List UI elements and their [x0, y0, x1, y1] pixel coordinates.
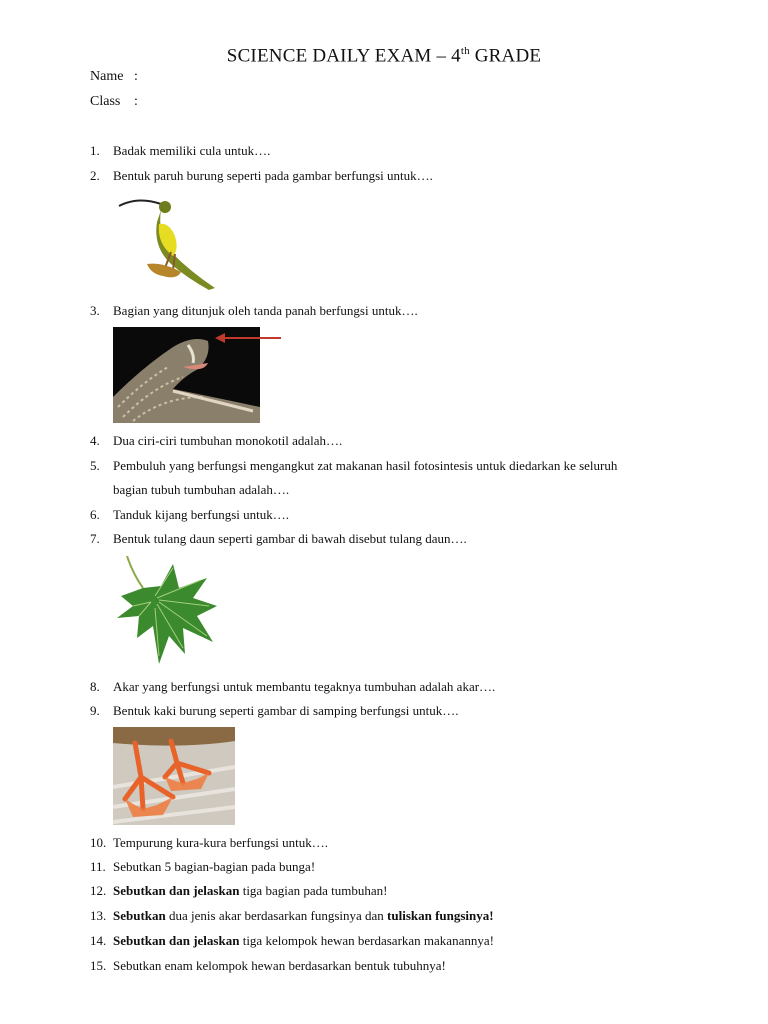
- question-text: Bentuk kaki burung seperti gambar di samping berfungsi untuk….: [113, 703, 459, 718]
- question-text: Tempurung kura-kura berfungsi untuk….: [113, 835, 328, 850]
- question-12: [90, 883, 690, 899]
- class-field: [90, 94, 138, 110]
- question-7: [90, 531, 690, 547]
- question-5: [90, 458, 690, 498]
- question-bold-text: Sebutkan dan jelaskan: [113, 883, 240, 898]
- class-colon: :: [134, 94, 138, 109]
- question-text: Dua ciri-ciri tumbuhan monokotil adalah….: [113, 433, 343, 448]
- name-label: Name: [90, 69, 124, 84]
- title-superscript: th: [460, 45, 470, 57]
- question-text: Sebutkan enam kelompok hewan berdasarkan bentuk tubuhnya!: [113, 958, 446, 973]
- bird-feet-image: [113, 727, 235, 825]
- name-colon: :: [134, 69, 138, 84]
- question-number: 10.: [90, 835, 107, 850]
- question-number: 14.: [90, 933, 107, 948]
- question-10: [90, 835, 690, 851]
- question-number: 15.: [90, 958, 107, 973]
- question-bold-text: Sebutkan: [113, 908, 166, 923]
- question-number: 7.: [90, 531, 100, 546]
- title-text-end: GRADE: [469, 45, 542, 67]
- question-13: [90, 908, 690, 924]
- question-2: [90, 168, 690, 184]
- exam-title: [0, 45, 768, 67]
- question-text: tiga kelompok hewan berdasarkan makanannya!: [239, 933, 494, 948]
- question-9: [90, 703, 690, 719]
- question-number: 13.: [90, 908, 107, 923]
- question-number: 11.: [90, 859, 106, 874]
- papaya-leaf-image: [113, 556, 223, 670]
- question-number: 8.: [90, 679, 100, 694]
- question-number: 4.: [90, 433, 100, 448]
- question-text: dua jenis akar berdasarkan fungsinya dan: [165, 908, 388, 923]
- question-4: [90, 433, 690, 449]
- question-text: Akar yang berfungsi untuk membantu tegaknya tumbuhan adalah akar….: [113, 679, 496, 694]
- question-11: [90, 859, 690, 875]
- name-field: [90, 69, 138, 85]
- question-6: [90, 507, 690, 523]
- question-number: 1.: [90, 143, 100, 158]
- question-number: 5.: [90, 458, 100, 473]
- question-8: [90, 679, 690, 695]
- question-text: Badak memiliki cula untuk….: [113, 143, 271, 158]
- question-14: [90, 933, 690, 949]
- question-text: tiga bagian pada tumbuhan!: [239, 883, 388, 898]
- question-text-continued: bagian tubuh tumbuhan adalah….: [113, 482, 290, 497]
- question-number: 3.: [90, 303, 100, 318]
- question-number: 2.: [90, 168, 100, 183]
- sunbird-image: [113, 192, 223, 297]
- question-15: [90, 958, 690, 974]
- question-3: [90, 303, 690, 319]
- question-number: 9.: [90, 703, 100, 718]
- title-text: SCIENCE DAILY EXAM – 4: [226, 45, 461, 67]
- question-text: Bentuk paruh burung seperti pada gambar berfungsi untuk….: [113, 168, 433, 183]
- question-number: 12.: [90, 883, 107, 898]
- arrow-icon: [213, 328, 283, 348]
- question-number: 6.: [90, 507, 100, 522]
- question-text: Tanduk kijang berfungsi untuk….: [113, 507, 290, 522]
- question-1: [90, 143, 690, 159]
- class-label: Class: [90, 94, 121, 109]
- question-bold-text: Sebutkan dan jelaskan: [113, 933, 240, 948]
- question-text: Pembuluh yang berfungsi mengangkut zat makanan hasil fotosintesis untuk diedarkan ke seluruh: [113, 458, 618, 473]
- question-bold-text-2: tuliskan fungsinya!: [387, 908, 494, 923]
- question-text: Sebutkan 5 bagian-bagian pada bunga!: [113, 859, 316, 874]
- question-text: Bagian yang ditunjuk oleh tanda panah berfungsi untuk….: [113, 303, 418, 318]
- question-text: Bentuk tulang daun seperti gambar di bawah disebut tulang daun….: [113, 531, 467, 546]
